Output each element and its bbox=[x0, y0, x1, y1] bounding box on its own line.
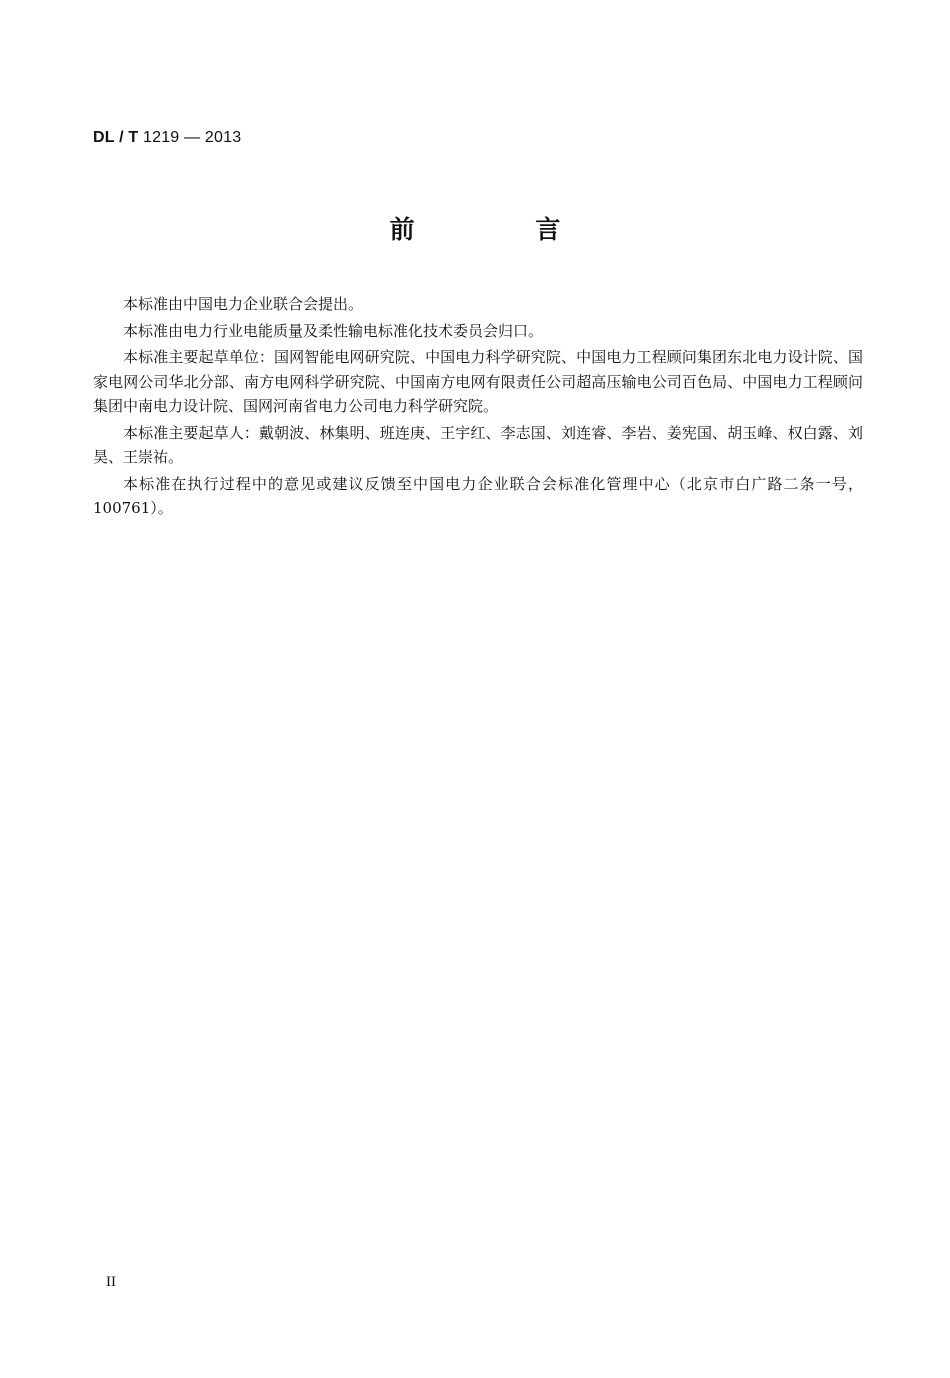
foreword-body bbox=[93, 292, 863, 523]
paragraph-drafting-units: 本标准主要起草单位：国网智能电网研究院、中国电力科学研究院、中国电力工程顾问集团东北电力设计院、国家电网公司华北分部、南方电网科学研究院、中国南方电网有限责任公司超高压输电公司百色局、中国电力工程顾问集团中南电力设计院、国网河南省电力公司电力科学研究院。 bbox=[93, 348, 863, 415]
paragraph-drafters: 本标准主要起草人：戴朝波、林集明、班连庚、王宇红、李志国、刘连睿、李岩、姜宪国、胡玉峰、权白露、刘昊、王崇祐。 bbox=[93, 423, 863, 466]
page-number: II bbox=[106, 1274, 116, 1290]
paragraph-administrator: 本标准由电力行业电能质量及柔性输电标准化技术委员会归口。 bbox=[123, 321, 544, 340]
standard-code-number: 1219 — 2013 bbox=[143, 129, 242, 146]
paragraph-feedback: 本标准在执行过程中的意见或建议反馈至中国电力企业联合会标准化管理中心（北京市白广路二条一号，100761）。 bbox=[93, 474, 863, 517]
page-title: 前 言 bbox=[389, 215, 617, 244]
standard-code-prefix: DL / T bbox=[93, 129, 139, 146]
paragraph-proposer: 本标准由中国电力企业联合会提出。 bbox=[123, 295, 364, 313]
standard-code bbox=[93, 129, 241, 147]
